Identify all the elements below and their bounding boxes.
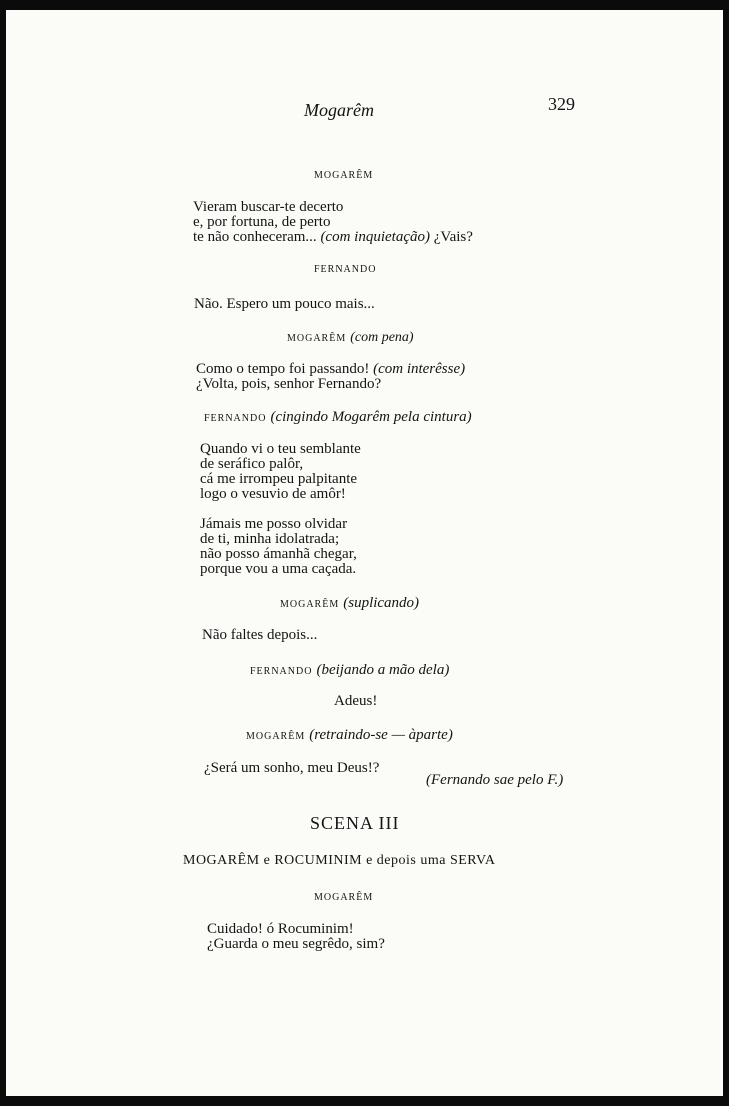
dialogue-block — [193, 200, 473, 245]
exit-stage-direction: (Fernando sae pelo F.) — [426, 772, 564, 788]
speaker-label: MOGARÊM — [287, 333, 347, 344]
verse-line: logo o vesuvio de amôr! — [200, 486, 346, 502]
dialogue-line: Não. Espero um pouco mais... — [194, 296, 375, 312]
speaker-label: MOGARÊM — [314, 170, 374, 181]
speaker-heading — [204, 408, 472, 426]
dialogue-block — [196, 362, 465, 392]
speaker-label: MOGARÊM — [314, 892, 374, 903]
dialogue-line: ¿Volta, pois, senhor Fernando? — [196, 376, 382, 392]
cast-conjunction: e depois uma — [366, 853, 446, 868]
dialogue-text: te não conheceram... — [193, 229, 317, 245]
running-header-title: Mogarêm — [304, 100, 374, 120]
verse-line: não posso ámanhã chegar, — [200, 546, 357, 562]
cast-name: ROCUMINIM — [274, 853, 363, 868]
verse-stanza — [200, 517, 357, 577]
dialogue-line — [196, 362, 465, 377]
scene-title: SCENA III — [310, 813, 400, 833]
speaker-label: MOGARÊM — [246, 731, 306, 742]
book-page — [6, 10, 723, 1096]
stage-direction: (com pena) — [350, 330, 414, 345]
speaker-label: FERNANDO — [314, 264, 377, 275]
stage-direction: (com inquietação) — [320, 229, 430, 245]
dialogue-line: Não faltes depois... — [202, 627, 318, 643]
dialogue-text: Como o tempo foi passando! — [196, 361, 370, 377]
dialogue-line: ¿Será um sonho, meu Deus!? — [204, 760, 380, 776]
dialogue-line: Cuidado! ó Rocuminim! — [207, 921, 354, 937]
speaker-heading — [250, 661, 449, 679]
cast-conjunction: e — [263, 853, 271, 868]
dialogue-line — [193, 230, 473, 245]
speaker-label: MOGARÊM — [280, 599, 340, 610]
stage-direction: (beijando a mão dela) — [316, 662, 450, 678]
cast-name: SERVA — [449, 853, 496, 868]
verse-line: de ti, minha idolatrada; — [200, 531, 340, 547]
stage-direction: (com interêsse) — [373, 361, 466, 377]
speaker-heading — [280, 594, 419, 612]
speaker-heading — [287, 328, 414, 346]
page-number: 329 — [548, 94, 575, 114]
dialogue-line: Vieram buscar-te decerto — [193, 199, 344, 215]
dialogue-text: ¿Vais? — [433, 229, 473, 245]
cast-name: MOGARÊM — [183, 853, 260, 868]
verse-line: de seráfico palôr, — [200, 456, 304, 472]
stage-direction: (cingindo Mogarêm pela cintura) — [270, 409, 472, 425]
dialogue-line: Adeus! — [334, 693, 378, 709]
speaker-label: FERNANDO — [250, 666, 313, 677]
stage-direction: (suplicando) — [343, 595, 420, 611]
dialogue-line: ¿Guarda o meu segrêdo, sim? — [207, 936, 385, 952]
dialogue-line: e, por fortuna, de perto — [193, 214, 331, 230]
verse-line: Quando vi o teu semblante — [200, 441, 361, 457]
stage-direction: (retraindo-se — àparte) — [309, 727, 453, 743]
verse-line: Jámais me posso olvidar — [200, 516, 348, 532]
verse-line: porque vou a uma caçada. — [200, 561, 357, 577]
verse-stanza — [200, 442, 361, 502]
scene-cast — [183, 853, 495, 869]
speaker-label: FERNANDO — [204, 413, 267, 424]
speaker-heading — [246, 726, 453, 744]
verse-line: cá me irrompeu palpitante — [200, 471, 358, 487]
dialogue-block — [207, 922, 385, 952]
